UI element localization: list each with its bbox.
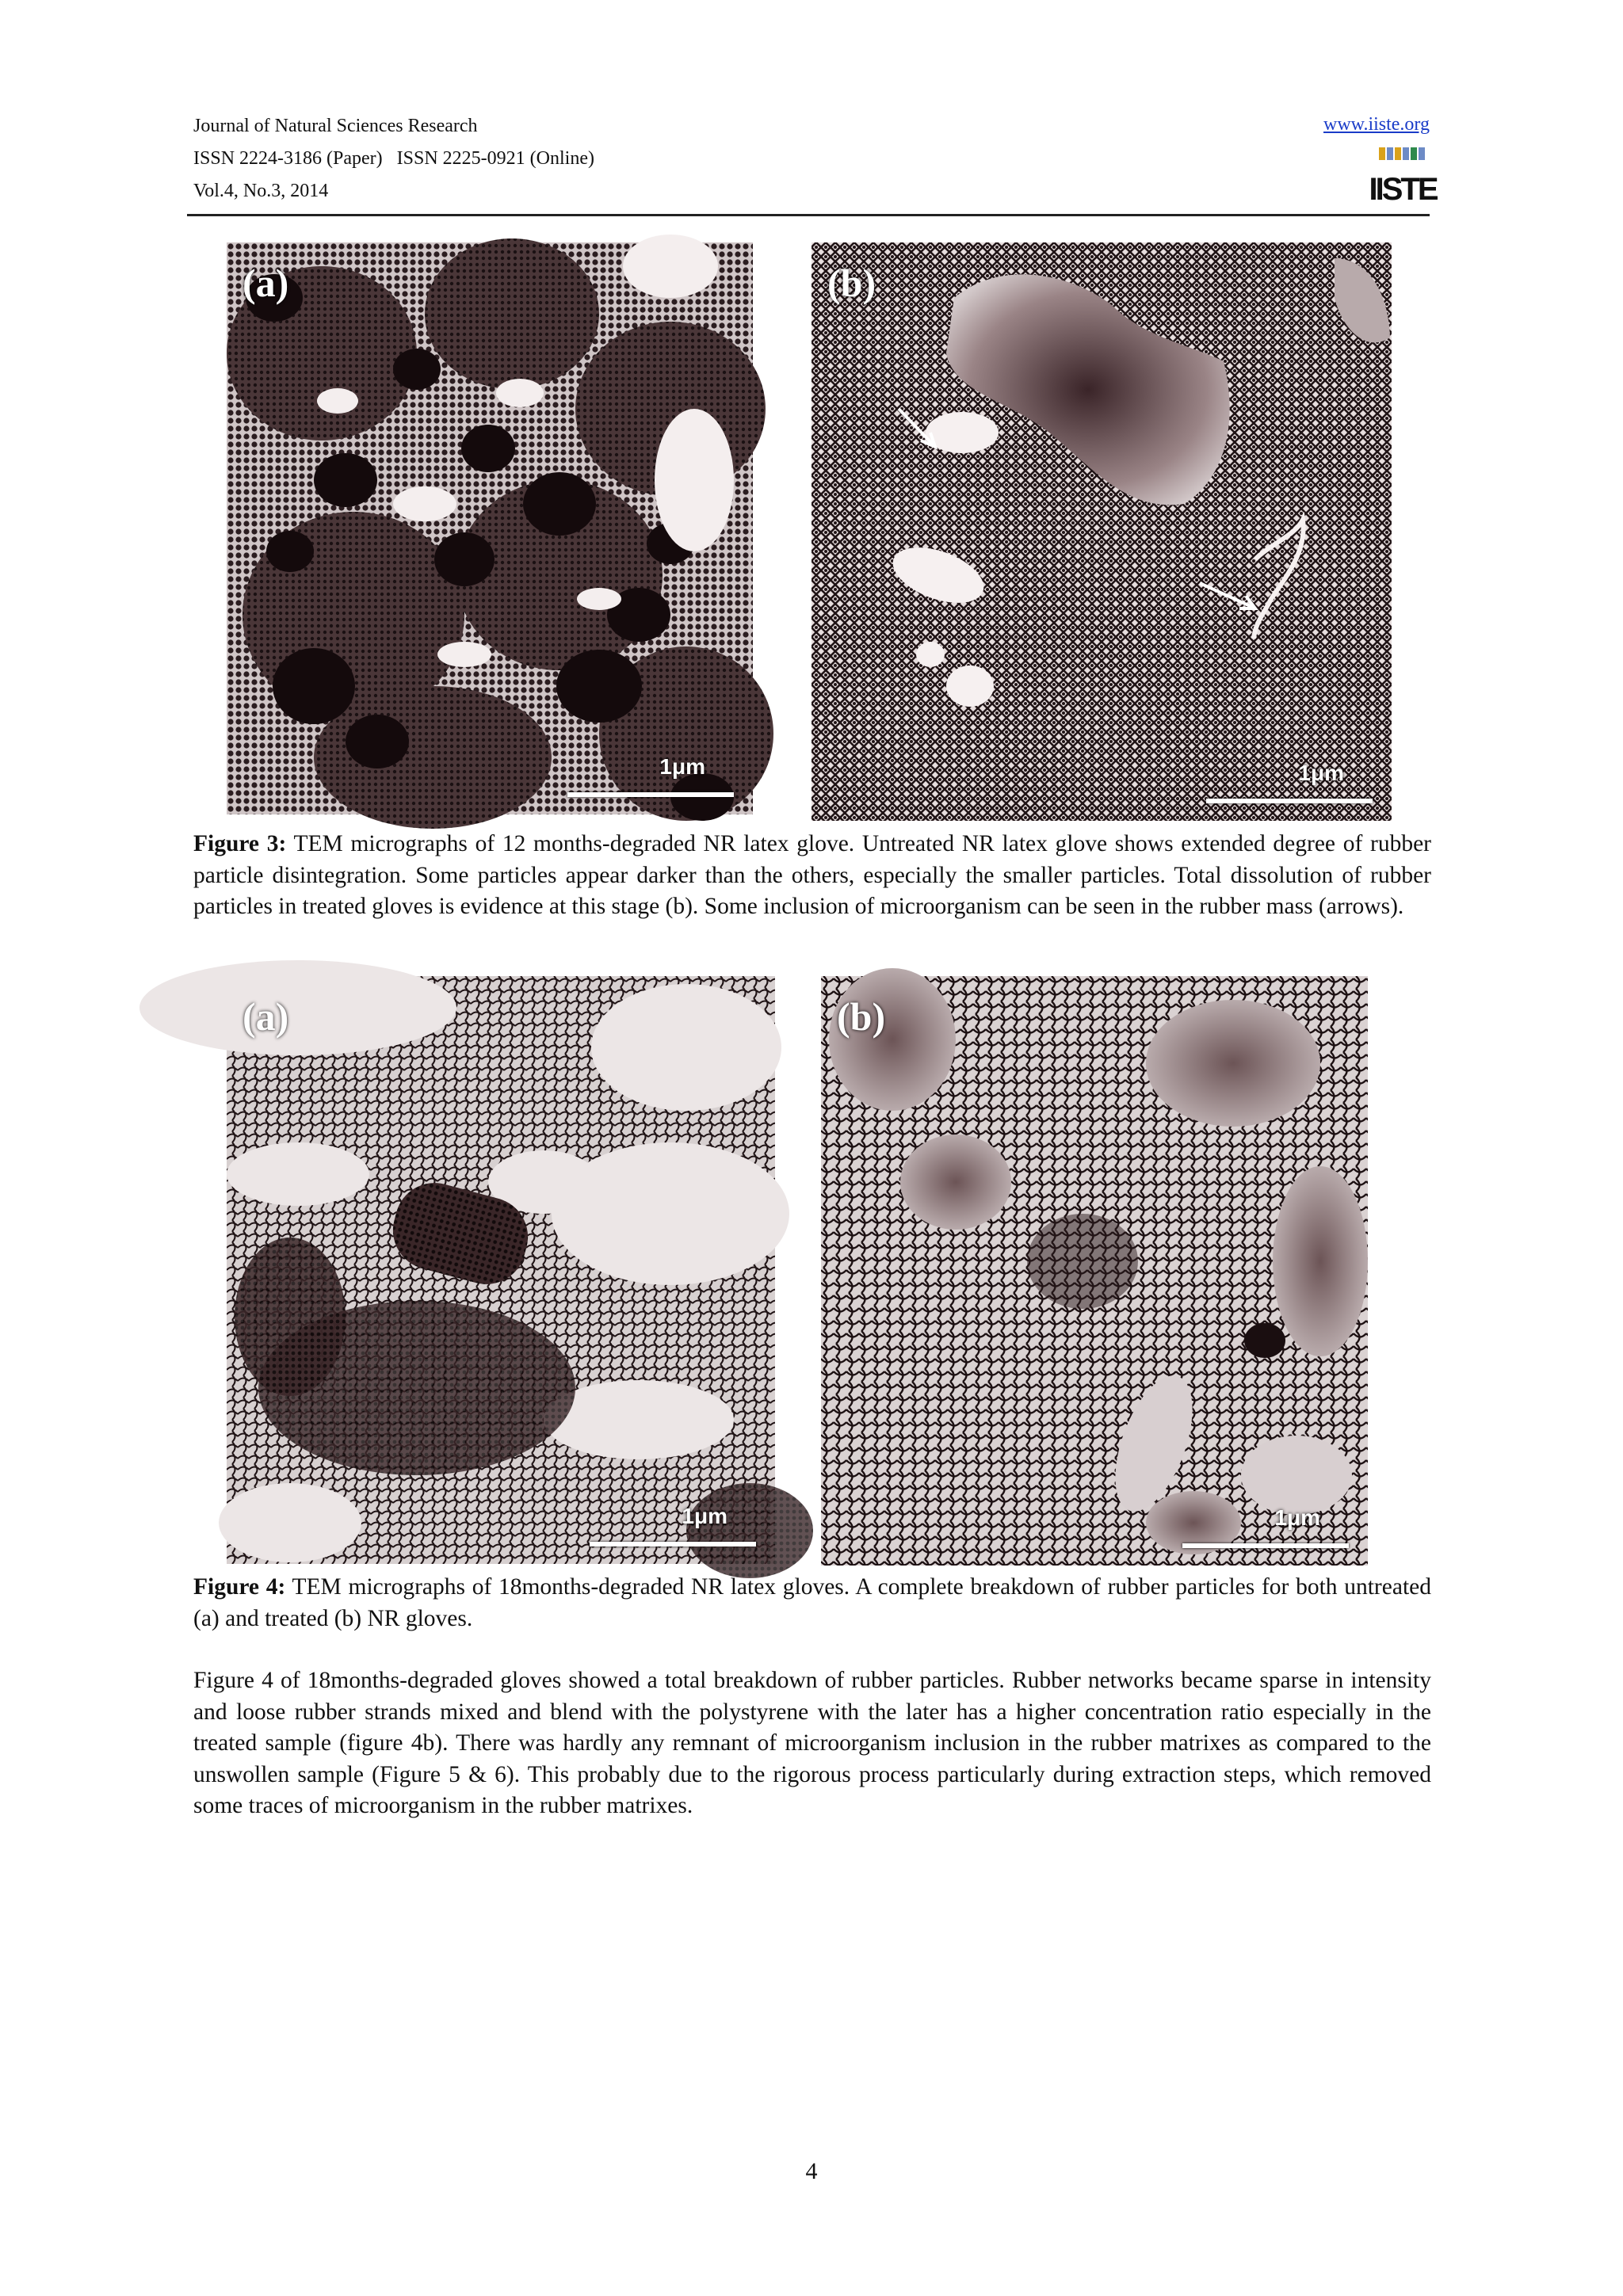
figure4-caption — [193, 1572, 1431, 1634]
figure4-panel-a-label: (a) — [242, 994, 289, 1039]
scale-label: 1μm — [1274, 1505, 1320, 1530]
figure3-caption — [193, 829, 1431, 923]
iiste-logo — [1369, 147, 1437, 207]
scale-bar-line — [1206, 799, 1373, 803]
figure4-panel-b-label: (b) — [837, 994, 886, 1039]
figure3-caption-text: TEM micrographs of 12 months-degraded NR latex glove. Untreated NR latex glove shows extended degree of rubber particle disintegration. Some particles appear darker than the others, especially the smaller particles. Total dissolution of rubber particles in treated gloves is evidence at this stage (b). Some inclusion of microorganism can be seen in the rubber mass (arrows). — [193, 831, 1431, 919]
figure4-panel-b-scale-bar — [1182, 1505, 1349, 1553]
body-paragraph: Figure 4 of 18months-degraded gloves showed a total breakdown of rubber particles. Rubber networks became sparse in intensity and loose rubber strands mixed and blend with the polystyrene with the later has a higher concentration ratio especially in the treated sample (figure 4b). There was hardly any remnant of microorganism inclusion in the rubber matrixes as compared to the unswollen sample (Figure 5 & 6). This probably due to the rigorous process particularly during extraction steps, which removed some traces of microorganism in the rubber matrixes. — [193, 1668, 1431, 1818]
scale-label: 1μm — [682, 1504, 727, 1528]
figure4-caption-label: Figure 4: — [193, 1574, 286, 1600]
figure3-panel-b-scale-bar — [1206, 761, 1373, 808]
figure3-panel-b-micrograph — [812, 242, 1392, 821]
journal-issn: ISSN 2224-3186 (Paper) ISSN 2225-0921 (Online) — [193, 148, 594, 169]
figure4-panel-b-micrograph — [821, 976, 1368, 1566]
figure4-panel-a-scale-bar — [590, 1504, 756, 1551]
logo-text: IISTE — [1369, 172, 1437, 207]
scale-label: 1μm — [1298, 761, 1344, 785]
figure3-panel-b-label: (b) — [827, 261, 876, 305]
journal-website-link[interactable]: www.iiste.org — [1323, 114, 1430, 135]
figure3-panel-a-scale-bar — [567, 754, 734, 802]
figure3-panel-a-label: (a) — [242, 261, 289, 305]
journal-volume: Vol.4, No.3, 2014 — [193, 181, 329, 201]
scale-bar-line — [567, 792, 734, 797]
figure3-panel-a-micrograph — [227, 242, 753, 814]
page-number: 4 — [805, 2158, 818, 2184]
figure4-caption-text: TEM micrographs of 18months-degraded NR latex gloves. A complete breakdown of rubber particles for both untreated (a) and treated (b) NR gloves. — [193, 1574, 1431, 1631]
header-divider — [187, 214, 1430, 216]
scale-bar-line — [1182, 1543, 1349, 1548]
scale-label: 1μm — [659, 754, 705, 779]
scale-bar-line — [590, 1542, 756, 1547]
figure4-panel-a-micrograph — [227, 976, 775, 1564]
figure3-caption-label: Figure 3: — [193, 831, 287, 856]
journal-name: Journal of Natural Sciences Research — [193, 116, 478, 136]
